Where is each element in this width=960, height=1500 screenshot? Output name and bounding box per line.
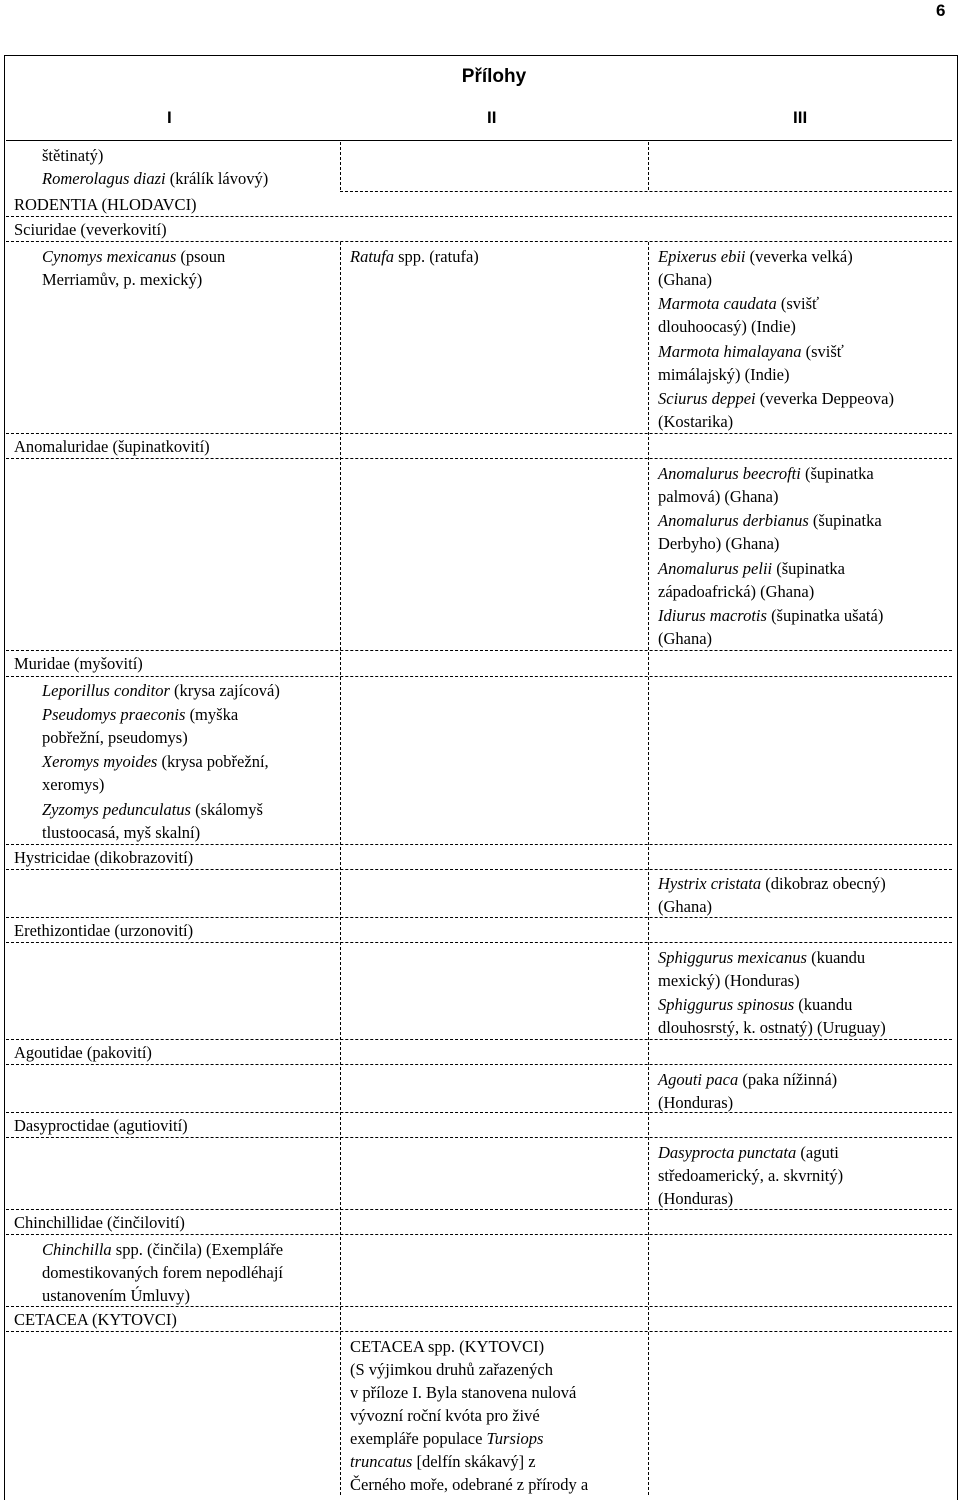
species-name: Idiurus macrotis bbox=[658, 606, 767, 625]
row-divider bbox=[6, 216, 952, 217]
row-divider bbox=[6, 1039, 952, 1040]
species-name: Leporillus conditor bbox=[42, 681, 170, 700]
cell-text: středoamerický, a. skvrnitý) bbox=[658, 1166, 844, 1185]
species-name: Agouti paca bbox=[658, 1070, 739, 1089]
cell-text: ustanovením Úmluvy) bbox=[42, 1286, 191, 1305]
row-divider bbox=[6, 458, 952, 459]
cell-text: (Ghana) bbox=[658, 897, 713, 916]
column-header-ii: II bbox=[487, 108, 497, 127]
species-name: Epixerus ebii bbox=[658, 247, 746, 266]
species-common-name: (šupinatka bbox=[808, 511, 882, 530]
cell-text: štětinatý) bbox=[42, 146, 104, 165]
cell-text bbox=[350, 1450, 536, 1473]
row-divider bbox=[6, 1209, 952, 1210]
cell-text bbox=[42, 703, 238, 726]
cell-text bbox=[658, 604, 883, 627]
order-heading: CETACEA (KYTOVCI) bbox=[14, 1310, 177, 1329]
cell-text bbox=[42, 679, 280, 702]
species-name: Xeromys myoides bbox=[42, 752, 158, 771]
cell-text bbox=[42, 167, 268, 190]
cell-text: v příloze I. Byla stanovena nulová bbox=[350, 1383, 577, 1402]
species-name: Pseudomys praeconis bbox=[42, 705, 186, 724]
species-common-name: (králík lávový) bbox=[165, 169, 269, 188]
header-rule bbox=[6, 140, 952, 141]
cell-text bbox=[42, 798, 263, 821]
species-name: Marmota himalayana bbox=[658, 342, 802, 361]
species-common-name: spp. (ratufa) bbox=[394, 247, 479, 266]
row-divider bbox=[6, 844, 952, 845]
cell-text bbox=[658, 1068, 837, 1091]
cell-text bbox=[350, 1427, 543, 1450]
cell-text: mexický) (Honduras) bbox=[658, 971, 800, 990]
species-name: Anomalurus beecrofti bbox=[658, 464, 801, 483]
cell-text bbox=[658, 462, 874, 485]
species-common-name: (svišť bbox=[776, 294, 820, 313]
cell-text: Derbyho) (Ghana) bbox=[658, 534, 780, 553]
cell-text: Černého moře, odebrané z přírody a bbox=[350, 1475, 589, 1494]
species-name: Zyzomys pedunculatus bbox=[42, 800, 191, 819]
row-divider bbox=[6, 1112, 952, 1113]
row-divider bbox=[6, 650, 952, 651]
row-divider bbox=[6, 433, 952, 434]
species-name: Anomalurus pelii bbox=[658, 559, 773, 578]
species-name: truncatus bbox=[350, 1452, 413, 1471]
row-divider bbox=[6, 869, 952, 870]
species-common-name: (šupinatka bbox=[800, 464, 874, 483]
cell-text: tlustoocasá, myš skalní) bbox=[42, 823, 201, 842]
row-divider bbox=[6, 1331, 952, 1332]
page-number: 6 bbox=[936, 1, 946, 20]
species-common-name: [delfín skákavý] z bbox=[412, 1452, 536, 1471]
cell-text: (S výjimkou druhů zařazených bbox=[350, 1360, 553, 1379]
family-heading: Agoutidae (pakovití) bbox=[14, 1043, 152, 1062]
family-heading: Muridae (myšovití) bbox=[14, 654, 143, 673]
species-common-name: (svišť bbox=[801, 342, 844, 361]
cell-text: domestikovaných forem nepodléhají bbox=[42, 1263, 284, 1282]
family-heading: Erethizontidae (urzonovití) bbox=[14, 921, 194, 940]
species-common-name: (myška bbox=[185, 705, 239, 724]
cell-text: západoafrická) (Ghana) bbox=[658, 582, 815, 601]
cell-text bbox=[658, 993, 852, 1016]
species-common-name: (kuandu bbox=[806, 948, 866, 967]
cell-text: CETACEA spp. (KYTOVCI) bbox=[350, 1337, 545, 1356]
species-name: Sphiggurus mexicanus bbox=[658, 948, 807, 967]
species-common-name: (šupinatka ušatá) bbox=[766, 606, 884, 625]
row-divider bbox=[6, 917, 952, 918]
order-heading: RODENTIA (HLODAVCI) bbox=[14, 195, 197, 214]
species-name: Sphiggurus spinosus bbox=[658, 995, 795, 1014]
species-common-name: (veverka velká) bbox=[745, 247, 853, 266]
species-common-name: (krysa zajícová) bbox=[169, 681, 280, 700]
species-common-name: exempláře populace bbox=[350, 1429, 487, 1448]
species-common-name: (skálomyš bbox=[190, 800, 263, 819]
species-common-name: (kuandu bbox=[794, 995, 853, 1014]
cell-text: dlouhosrstý, k. ostnatý) (Uruguay) bbox=[658, 1018, 886, 1037]
row-divider bbox=[6, 1137, 952, 1138]
cell-text bbox=[658, 340, 844, 363]
column-divider bbox=[648, 142, 649, 190]
row-divider bbox=[6, 676, 952, 677]
species-name: Sciurus deppei bbox=[658, 389, 756, 408]
family-heading: Sciuridae (veverkovití) bbox=[14, 220, 167, 239]
family-heading: Hystricidae (dikobrazovití) bbox=[14, 848, 194, 867]
row-divider bbox=[6, 241, 952, 242]
species-name: Hystrix cristata bbox=[658, 874, 762, 893]
species-name: Ratufa bbox=[350, 247, 394, 266]
species-common-name: (psoun bbox=[176, 247, 226, 266]
cell-text: (Honduras) bbox=[658, 1093, 734, 1112]
row-divider bbox=[6, 1234, 952, 1235]
species-name: Tursiops bbox=[486, 1429, 544, 1448]
species-common-name: (krysa pobřežní, bbox=[157, 752, 269, 771]
cell-text: (Ghana) bbox=[658, 270, 713, 289]
cell-text bbox=[42, 1238, 283, 1261]
species-name: Cynomys mexicanus bbox=[42, 247, 177, 266]
column-header-i: I bbox=[167, 108, 172, 127]
species-name: Dasyprocta punctata bbox=[658, 1143, 797, 1162]
cell-text bbox=[658, 557, 845, 580]
species-common-name: (aguti bbox=[796, 1143, 839, 1162]
species-common-name: spp. (činčila) (Exempláře bbox=[111, 1240, 284, 1259]
family-heading: Chinchillidae (činčilovití) bbox=[14, 1213, 185, 1232]
cell-text bbox=[658, 387, 894, 410]
species-common-name: (veverka Deppeova) bbox=[755, 389, 894, 408]
column-header-iii: III bbox=[793, 108, 808, 127]
species-common-name: (dikobraz obecný) bbox=[761, 874, 886, 893]
cell-text bbox=[658, 946, 865, 969]
cell-text: mimálajský) (Indie) bbox=[658, 365, 790, 384]
cell-text bbox=[42, 245, 225, 268]
cell-text bbox=[658, 245, 853, 268]
cell-text: palmová) (Ghana) bbox=[658, 487, 779, 506]
family-heading: Anomaluridae (šupinatkovití) bbox=[14, 437, 210, 456]
species-name: Romerolagus diazi bbox=[42, 169, 166, 188]
row-divider bbox=[6, 942, 952, 943]
cell-text: dlouhoocasý) (Indie) bbox=[658, 317, 796, 336]
row-divider bbox=[340, 191, 952, 192]
cell-text bbox=[658, 292, 819, 315]
cell-text bbox=[658, 1141, 839, 1164]
cell-text: (Honduras) bbox=[658, 1189, 734, 1208]
species-name: Chinchilla bbox=[42, 1240, 112, 1259]
page-title: Přílohy bbox=[461, 66, 527, 87]
species-common-name: (paka nížinná) bbox=[738, 1070, 838, 1089]
row-divider bbox=[6, 1064, 952, 1065]
cell-text: xeromys) bbox=[42, 775, 105, 794]
cell-text bbox=[658, 872, 886, 895]
species-common-name: (šupinatka bbox=[772, 559, 845, 578]
cell-text: (Kostarika) bbox=[658, 412, 734, 431]
cell-text: pobřežní, pseudomys) bbox=[42, 728, 188, 747]
species-name: Anomalurus derbianus bbox=[658, 511, 809, 530]
cell-text: Merriamův, p. mexický) bbox=[42, 270, 203, 289]
cell-text: (Ghana) bbox=[658, 629, 713, 648]
family-heading: Dasyproctidae (agutiovití) bbox=[14, 1116, 188, 1135]
species-name: Marmota caudata bbox=[658, 294, 777, 313]
cell-text bbox=[350, 245, 479, 268]
cell-text: vývozní roční kvóta pro živé bbox=[350, 1406, 540, 1425]
column-divider bbox=[340, 142, 341, 190]
cell-text bbox=[658, 509, 882, 532]
cell-text bbox=[42, 750, 269, 773]
